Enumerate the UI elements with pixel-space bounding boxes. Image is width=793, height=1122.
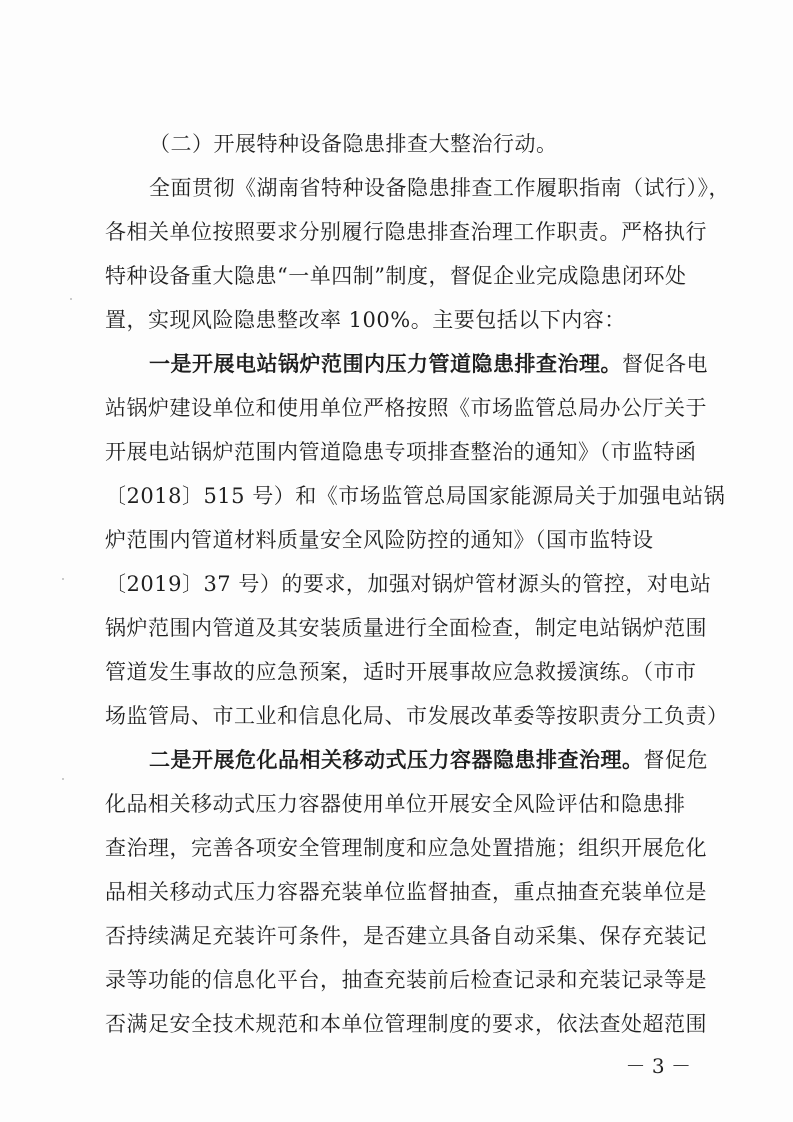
page-number: － 3 － — [625, 1054, 691, 1078]
paragraph-line: 化品相关移动式压力容器使用单位开展安全风险评估和隐患排 — [105, 792, 686, 816]
paragraph-line: 〔2019〕37 号）的要求，加强对锅炉管材源头的管控，对电站 — [105, 572, 712, 596]
paragraph-line: 管道发生事故的应急预案，适时开展事故应急救援演练。（市市 — [105, 660, 697, 684]
paragraph-line: 各相关单位按照要求分别履行隐患排查治理工作职责。严格执行 — [105, 220, 707, 244]
paragraph-line: 品相关移动式压力容器充装单位监督抽查，重点抽查充装单位是 — [105, 880, 707, 904]
paragraph-lead-heading: 二是开展危化品相关移动式压力容器隐患排查治理。 — [149, 747, 644, 772]
paragraph-line: 〔2018〕515 号）和《市场监管总局国家能源局关于加强电站锅 — [105, 484, 726, 508]
section-heading: （二）开展特种设备隐患排查大整治行动。 — [149, 132, 558, 156]
scan-speck — [62, 578, 64, 580]
paragraph-text: 督促危 — [643, 748, 708, 772]
paragraph-line: 录等功能的信息化平台，抽查充装前后检查记录和充装记录等是 — [105, 968, 707, 992]
paragraph-line — [149, 738, 708, 782]
paragraph-line: 查治理，完善各项安全管理制度和应急处置措施；组织开展危化 — [105, 836, 707, 860]
paragraph-text: 督促各电 — [622, 352, 708, 376]
paragraph-line: 否满足安全技术规范和本单位管理制度的要求，依法查处超范围 — [105, 1012, 707, 1036]
scan-speck — [70, 298, 72, 300]
scan-speck — [62, 778, 64, 780]
paragraph-line: 场监管局、市工业和信息化局、市发展改革委等按职责分工负责） — [105, 704, 729, 728]
paragraph-line: 开展电站锅炉范围内管道隐患专项排查整治的通知》（市监特函 — [105, 440, 697, 464]
paragraph-line: 否持续满足充装许可条件，是否建立具备自动采集、保存充装记 — [105, 924, 707, 948]
paragraph-line: 置，实现风险隐患整改率 100%。主要包括以下内容： — [105, 308, 626, 332]
paragraph-line: 锅炉范围内管道及其安装质量进行全面检查，制定电站锅炉范围 — [105, 616, 707, 640]
paragraph-line: 特种设备重大隐患“一单四制”制度，督促企业完成隐患闭环处 — [105, 264, 687, 288]
paragraph-lead-heading: 一是开展电站锅炉范围内压力管道隐患排查治理。 — [149, 351, 622, 376]
paragraph-line: 炉范围内管道材料质量安全风险防控的通知》（国市监特设 — [105, 528, 654, 552]
paragraph-line: 站锅炉建设单位和使用单位严格按照《市场监管总局办公厅关于 — [105, 396, 707, 420]
paragraph-line: 全面贯彻《湖南省特种设备隐患排查工作履职指南（试行）》， — [149, 176, 730, 200]
paragraph-line — [149, 342, 708, 386]
